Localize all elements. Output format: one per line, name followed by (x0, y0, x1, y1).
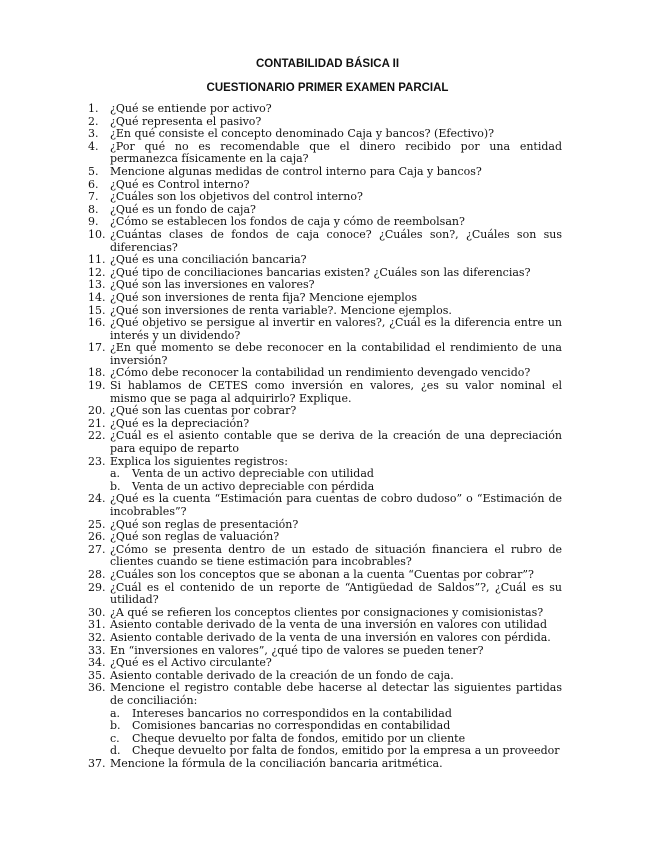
question-item (88, 317, 562, 342)
question-number: 1. (88, 102, 99, 115)
question-number: 36. (88, 681, 106, 695)
question-text: ¿Qué son inversiones de renta fija? Mencione ejemplos (110, 290, 417, 304)
question-text: ¿Qué son inversiones de renta variable?. Mencione ejemplos. (110, 303, 452, 317)
document-subtitle: CUESTIONARIO PRIMER EXAMEN PARCIAL (206, 82, 449, 94)
document-title: CONTABILIDAD BÁSICA II (255, 58, 400, 70)
question-item (88, 682, 562, 758)
sub-item-text: Cheque devuelto por falta de fondos, emitido por la empresa a un proveedor (132, 744, 560, 758)
question-text: Mencione el registro contable debe hacerse al detectar las siguientes partidas de conciliación: (110, 681, 562, 707)
question-number: 12. (88, 265, 106, 279)
question-text: ¿A qué se refieren los conceptos clientes por consignaciones y comisionistas? (110, 605, 544, 619)
question-number: 32. (88, 630, 106, 644)
question-text: ¿Qué representa el pasivo? (110, 114, 262, 128)
question-number: 28. (88, 567, 106, 581)
question-text: ¿Qué tipo de conciliaciones bancarias existen? ¿Cuáles son las diferencias? (110, 265, 531, 279)
question-text: ¿Qué es la cuenta “Estimación para cuentas de cobro dudoso” o “Estimación de incobrables”? (110, 492, 562, 518)
question-number: 11. (88, 253, 106, 267)
question-text: ¿Qué son reglas de presentación? (110, 517, 299, 531)
sub-item-letter: b. (110, 479, 121, 493)
question-item (88, 493, 562, 518)
question-text: Asiento contable derivado de la venta de una inversión en valores con pérdida. (110, 630, 551, 644)
question-number: 4. (88, 139, 99, 153)
question-text: ¿Qué es el Activo circulante? (110, 656, 272, 670)
sub-item-text: Venta de un activo depreciable con pérdida (132, 479, 375, 493)
sub-item-letter: a. (110, 706, 121, 720)
question-number: 35. (88, 668, 106, 682)
question-item (88, 430, 562, 455)
question-number: 10. (88, 227, 106, 241)
question-item (88, 758, 562, 771)
question-number: 21. (88, 416, 106, 430)
question-item (88, 456, 562, 494)
question-number: 33. (88, 643, 106, 657)
question-number: 6. (88, 177, 99, 191)
question-number: 29. (88, 580, 106, 594)
sub-item-letter: a. (110, 467, 121, 481)
question-text: ¿Cuántas clases de fondos de caja conoce? ¿Cuáles son?, ¿Cuáles son sus diferencias? (110, 227, 562, 254)
question-number: 27. (88, 542, 106, 556)
sub-item-letter: c. (110, 731, 120, 745)
sub-item-letter: d. (110, 744, 121, 758)
question-text: Mencione la fórmula de la conciliación bancaria aritmética. (110, 756, 443, 770)
question-number: 8. (88, 202, 99, 216)
question-item (88, 582, 562, 607)
question-item (88, 141, 562, 166)
question-text: ¿Qué son las cuentas por cobrar? (110, 404, 297, 418)
question-number: 31. (88, 618, 106, 632)
question-item (88, 544, 562, 569)
question-text: ¿Qué objetivo se persigue al invertir en valores?, ¿Cuál es la diferencia entre un interés y un dividendo? (110, 316, 562, 342)
question-number: 22. (88, 429, 106, 443)
question-number: 20. (88, 404, 106, 418)
question-text: Si hablamos de CETES como inversión en valores, ¿es su valor nominal el mismo que se paga al adquirirlo? Explique. (110, 379, 562, 405)
question-number: 13. (88, 278, 106, 292)
question-text: ¿Cuál es el asiento contable que se deriva de la creación de una depreciación para equipo de reparto (110, 429, 562, 456)
question-number: 14. (88, 290, 106, 304)
question-text: ¿Cuáles son los conceptos que se abonan a la cuenta “Cuentas por cobrar”? (110, 567, 534, 581)
question-number: 24. (88, 492, 106, 506)
question-text: ¿Qué es Control interno? (110, 177, 250, 191)
question-item (88, 342, 562, 367)
question-number: 26. (88, 530, 106, 544)
question-text: Mencione algunas medidas de control interno para Caja y bancos? (110, 164, 482, 178)
question-text: Asiento contable derivado de la creación de un fondo de caja. (110, 668, 454, 682)
question-number: 23. (88, 454, 106, 468)
question-text: ¿En qué momento se debe reconocer en la contabilidad el rendimiento de una inversión? (110, 341, 562, 367)
sub-item-list (110, 708, 562, 758)
question-number: 2. (88, 114, 99, 128)
question-text: ¿Cuál es el contenido de un reporte de “Antigüedad de Saldos”?, ¿Cuál es su utilidad? (110, 580, 562, 607)
sub-item-text: Venta de un activo depreciable con utilidad (132, 467, 374, 481)
sub-item-text: Comisiones bancarias no correspondidas en contabilidad (132, 719, 451, 733)
question-text: ¿Qué se entiende por activo? (110, 102, 272, 115)
question-text: ¿Cómo debe reconocer la contabilidad un rendimiento devengado vencido? (110, 366, 531, 380)
question-item (88, 229, 562, 254)
question-number: 3. (88, 127, 99, 141)
question-number: 30. (88, 605, 106, 619)
question-text: ¿Qué es una conciliación bancaria? (110, 253, 307, 267)
question-number: 18. (88, 366, 106, 380)
sub-item-text: Intereses bancarios no correspondidos en la contabilidad (132, 706, 452, 720)
question-number: 5. (88, 164, 99, 178)
question-number: 37. (88, 756, 106, 770)
question-text: Asiento contable derivado de la venta de una inversión en valores con utilidad (110, 618, 548, 632)
question-number: 34. (88, 656, 106, 670)
question-text: ¿Cómo se presenta dentro de un estado de situación financiera el rubro de clientes cuando se tiene estimación para incobrables? (110, 542, 562, 569)
question-text: ¿Qué es la depreciación? (110, 416, 250, 430)
question-number: 7. (88, 190, 99, 204)
question-text: ¿Qué es un fondo de caja? (110, 202, 256, 216)
question-text: ¿Cuáles son los objetivos del control interno? (110, 190, 363, 204)
question-text: ¿Por qué no es recomendable que el dinero recibido por una entidad permanezca físicamente en la caja? (110, 139, 562, 166)
sub-item-text: Cheque devuelto por falta de fondos, emitido por un cliente (132, 731, 466, 745)
question-number: 17. (88, 341, 106, 355)
question-number: 9. (88, 215, 99, 229)
question-text: ¿En qué consiste el concepto denominado Caja y bancos? (Efectivo)? (110, 127, 495, 141)
question-text: ¿Qué son las inversiones en valores? (110, 278, 315, 292)
question-number: 19. (88, 379, 106, 393)
question-text: ¿Qué son reglas de valuación? (110, 530, 280, 544)
question-number: 16. (88, 316, 106, 330)
question-item (88, 380, 562, 405)
sub-item-letter: b. (110, 719, 121, 733)
question-text: Explica los siguientes registros: (110, 454, 288, 468)
question-text: En “inversiones en valores”, ¿qué tipo de valores se pueden tener? (110, 643, 484, 657)
question-number: 25. (88, 517, 106, 531)
question-text: ¿Cómo se establecen los fondos de caja y cómo de reembolsan? (110, 215, 465, 229)
sub-item-list (110, 468, 562, 493)
question-list (88, 103, 562, 770)
question-number: 15. (88, 303, 106, 317)
